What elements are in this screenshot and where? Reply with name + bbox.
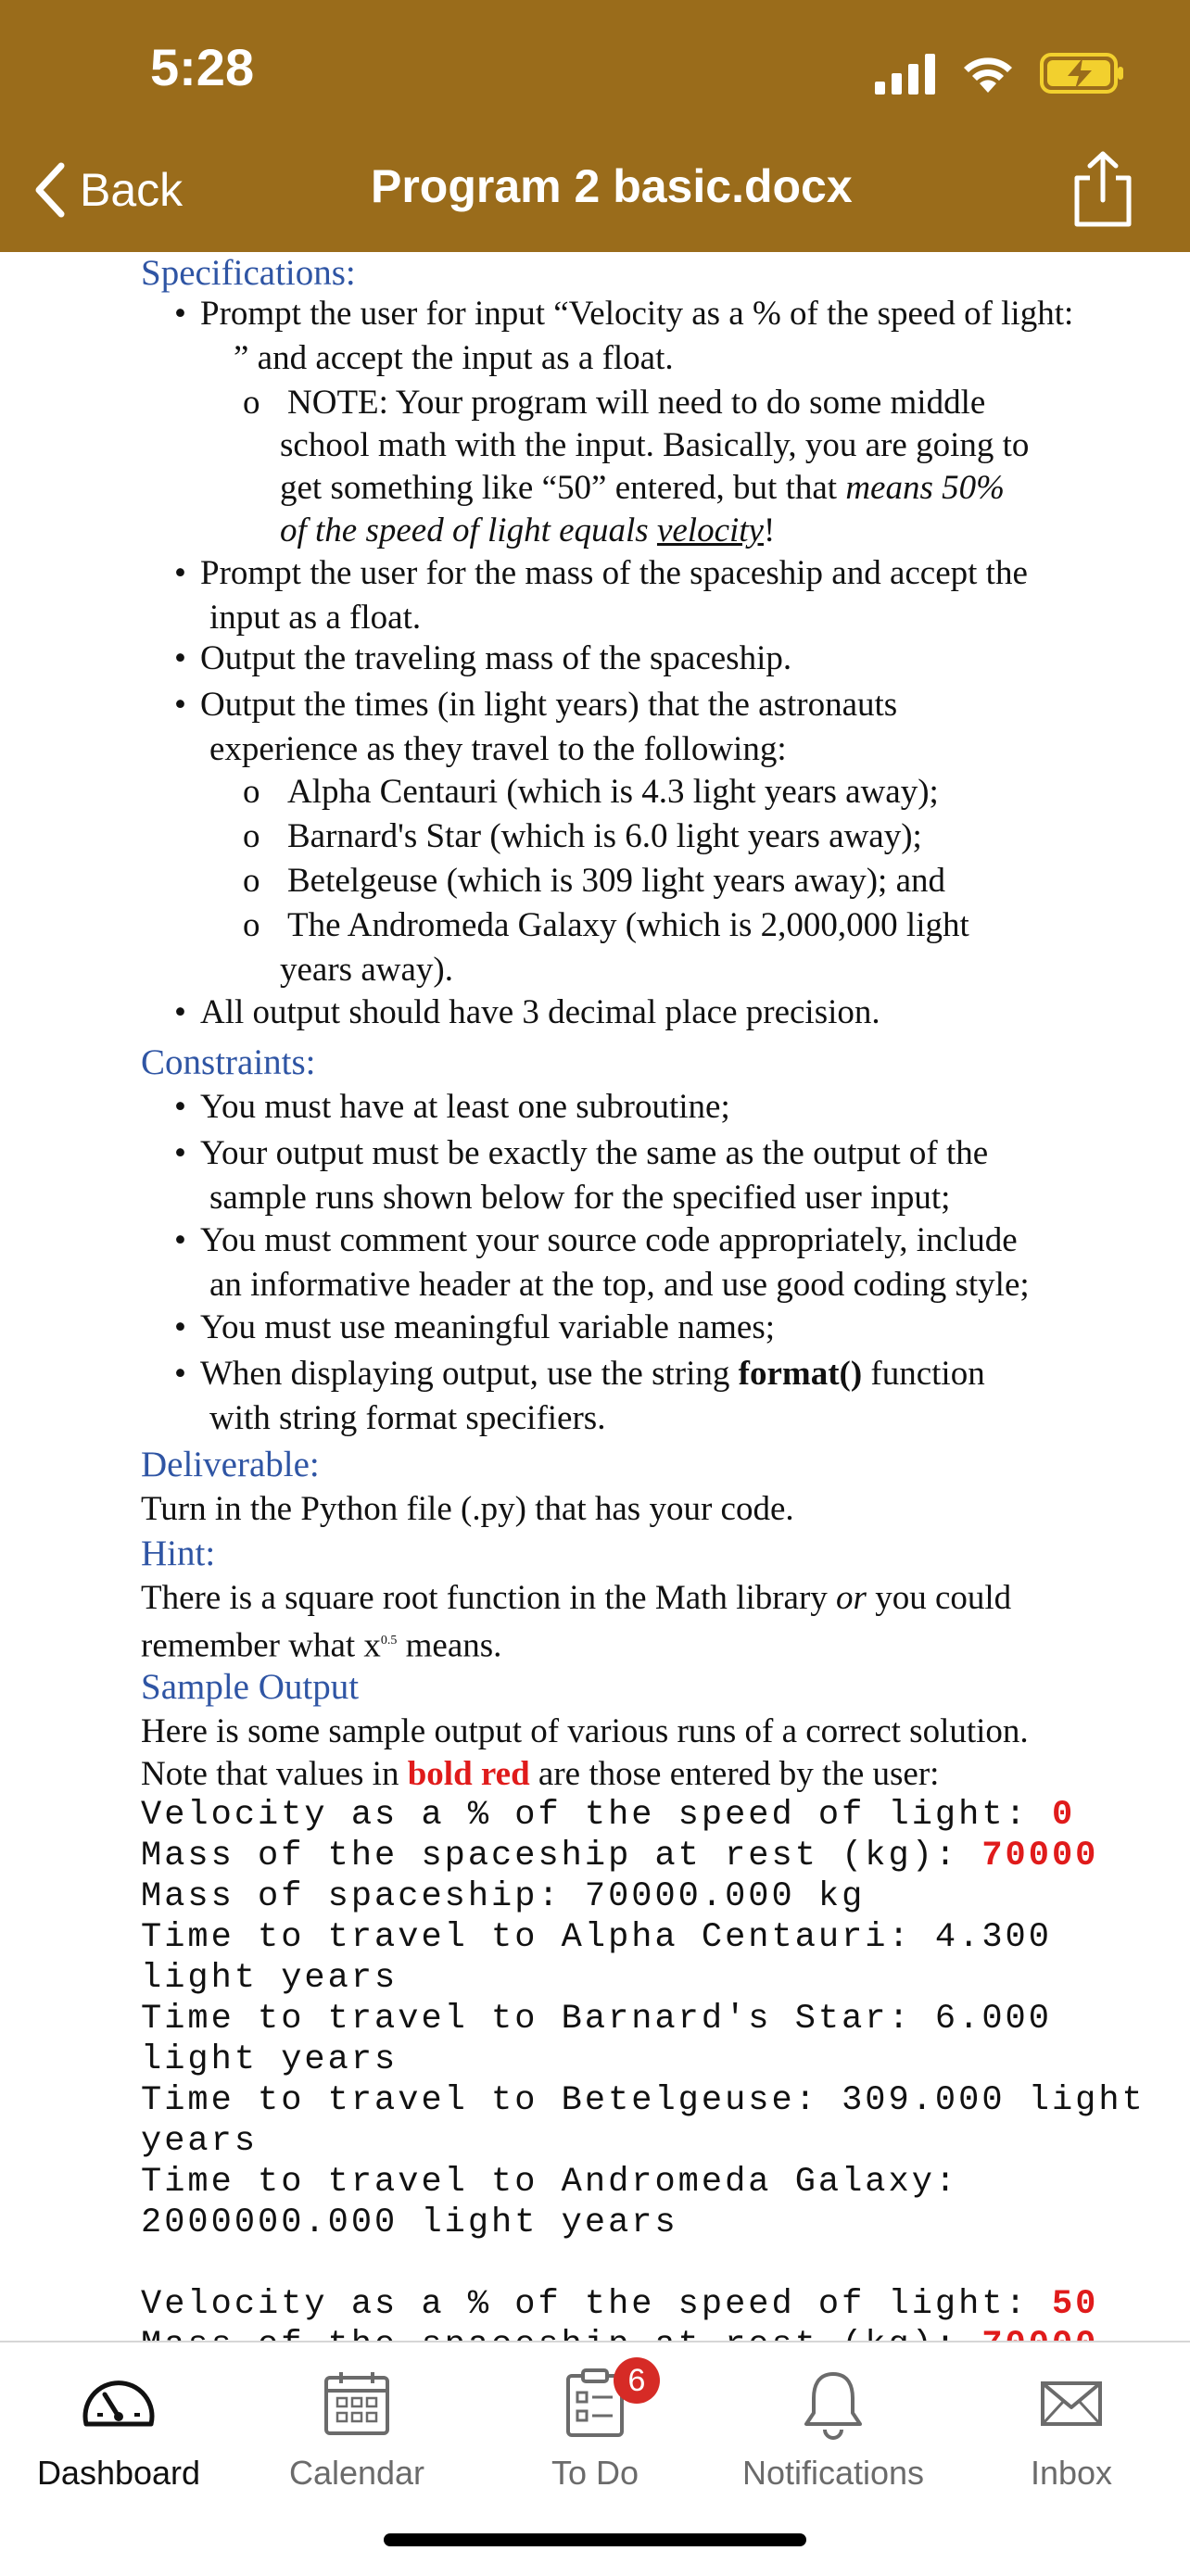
hint-text: you could bbox=[866, 1579, 1012, 1617]
sub-bullet-circle: o bbox=[243, 817, 260, 855]
spec-line: input as a float. bbox=[209, 599, 422, 637]
bullet-dot: • bbox=[174, 295, 186, 333]
note-emphasis: of the speed of light equals bbox=[280, 511, 657, 549]
code-line: light years bbox=[141, 1959, 399, 1998]
tab-label: Inbox bbox=[1030, 2454, 1113, 2492]
spec-line: Prompt the user for input “Velocity as a % of the speed of light: bbox=[200, 295, 1074, 333]
constraint-line: sample runs shown below for the specified user input; bbox=[209, 1179, 951, 1217]
code-line bbox=[141, 1835, 1098, 1877]
bullet-dot: • bbox=[174, 1308, 186, 1346]
note-line: NOTE: Your program will need to do some middle bbox=[287, 384, 986, 422]
tab-todo[interactable] bbox=[476, 2342, 714, 2519]
note-line bbox=[280, 510, 775, 552]
hint-superscript: 0.5 bbox=[380, 1634, 398, 1648]
spec-line: Output the traveling mass of the spaceship. bbox=[200, 639, 792, 677]
constraint-text: When displaying output, use the string bbox=[200, 1355, 739, 1393]
calendar-icon bbox=[315, 2367, 399, 2441]
bullet-dot: • bbox=[174, 1088, 186, 1126]
constraint-line bbox=[200, 1353, 985, 1395]
back-button[interactable] bbox=[33, 158, 183, 222]
todo-count-badge: 6 bbox=[614, 2357, 660, 2404]
document-viewer[interactable] bbox=[0, 252, 1190, 2342]
code-text: Velocity as a % of the speed of light: bbox=[141, 2285, 1052, 2324]
tab-label: Dashboard bbox=[36, 2454, 201, 2492]
hint-text: remember what x bbox=[141, 1626, 381, 1665]
bullet-dot: • bbox=[174, 1134, 186, 1172]
cellular-signal-icon bbox=[875, 54, 936, 95]
specifications-heading: Specifications: bbox=[141, 253, 356, 293]
share-icon[interactable] bbox=[1070, 150, 1136, 228]
dashboard-gauge-icon bbox=[77, 2367, 160, 2441]
sample-intro-text: are those entered by the user: bbox=[529, 1755, 940, 1793]
note-line: school math with the input. Basically, you are going to bbox=[280, 426, 1030, 464]
code-line: Time to travel to Betelgeuse: 309.000 light bbox=[141, 2081, 1146, 2120]
code-text: Mass of the spaceship at rest (kg): bbox=[141, 1837, 982, 1875]
top-bar bbox=[0, 0, 1190, 252]
spec-line: ” and accept the input as a float. bbox=[234, 339, 674, 377]
constraint-line: You must use meaningful variable names; bbox=[200, 1308, 776, 1346]
sample-intro-line bbox=[141, 1753, 939, 1796]
status-icons bbox=[875, 43, 1125, 95]
sub-bullet-circle: o bbox=[243, 906, 260, 944]
tab-dashboard[interactable] bbox=[0, 2342, 237, 2519]
constraint-line: with string format specifiers. bbox=[209, 1399, 606, 1437]
sub-bullet-circle: o bbox=[243, 862, 260, 900]
document-title: Program 2 basic.docx bbox=[371, 160, 853, 212]
destination-line: Alpha Centauri (which is 4.3 light years away); bbox=[287, 773, 939, 811]
code-line: Time to travel to Andromeda Galaxy: bbox=[141, 2163, 959, 2202]
user-input-value: 50 bbox=[1051, 2285, 1099, 2324]
note-line bbox=[280, 467, 1005, 510]
constraint-line: an informative header at the top, and use good coding style; bbox=[209, 1266, 1030, 1304]
bullet-dot: • bbox=[174, 993, 186, 1031]
hint-heading: Hint: bbox=[141, 1534, 216, 1573]
bold-red-text: bold red bbox=[407, 1755, 530, 1793]
sub-bullet-circle: o bbox=[243, 384, 260, 422]
tab-inbox[interactable] bbox=[953, 2342, 1190, 2519]
destination-line: The Andromeda Galaxy (which is 2,000,000 light bbox=[287, 906, 969, 944]
sample-output-heading: Sample Output bbox=[141, 1667, 360, 1707]
hint-text: There is a square root function in the Math library bbox=[141, 1579, 837, 1617]
hint-text: means. bbox=[397, 1626, 502, 1665]
code-line: years bbox=[141, 2122, 259, 2161]
hint-line bbox=[141, 1577, 1011, 1620]
chevron-left-icon bbox=[33, 162, 65, 218]
code-line: light years bbox=[141, 2040, 399, 2079]
sample-intro-text: Note that values in bbox=[141, 1755, 408, 1793]
user-input-value: 70000 bbox=[981, 1837, 1099, 1875]
tab-label: Notifications bbox=[741, 2454, 925, 2492]
bullet-dot: • bbox=[174, 1355, 186, 1393]
bell-icon bbox=[791, 2367, 875, 2441]
spec-line: Prompt the user for the mass of the spaceship and accept the bbox=[200, 554, 1028, 592]
tab-label: Calendar bbox=[288, 2454, 425, 2492]
destination-line: Barnard's Star (which is 6.0 light years away); bbox=[287, 817, 922, 855]
code-text: Velocity as a % of the speed of light: bbox=[141, 1796, 1052, 1835]
tab-label: To Do bbox=[551, 2454, 639, 2492]
destination-line: years away). bbox=[280, 951, 453, 989]
constraint-text: function bbox=[862, 1355, 985, 1393]
constraint-line: You must have at least one subroutine; bbox=[200, 1088, 730, 1126]
constraint-line: Your output must be exactly the same as the output of the bbox=[200, 1134, 989, 1172]
hint-line bbox=[141, 1620, 501, 1667]
tab-calendar[interactable] bbox=[238, 2342, 475, 2519]
battery-charging-icon bbox=[1040, 52, 1125, 95]
note-text: ! bbox=[763, 511, 776, 549]
spec-line: All output should have 3 decimal place precision. bbox=[200, 993, 880, 1031]
spec-line: Output the times (in light years) that the astronauts bbox=[200, 686, 898, 724]
back-label: Back bbox=[80, 164, 184, 216]
bullet-dot: • bbox=[174, 1221, 186, 1259]
bullet-dot: • bbox=[174, 554, 186, 592]
hint-emphasis: or bbox=[836, 1579, 867, 1617]
note-emphasis: means 50% bbox=[845, 469, 1005, 507]
tab-notifications[interactable] bbox=[715, 2342, 952, 2519]
envelope-icon bbox=[1030, 2367, 1113, 2441]
sub-bullet-circle: o bbox=[243, 773, 260, 811]
constraint-line: You must comment your source code appropriately, include bbox=[200, 1221, 1018, 1259]
deliverable-heading: Deliverable: bbox=[141, 1445, 320, 1484]
status-time: 5:28 bbox=[150, 38, 255, 96]
code-line bbox=[141, 2283, 1098, 2326]
note-text: get something like “50” entered, but that bbox=[280, 469, 846, 507]
spec-line: experience as they travel to the following: bbox=[209, 730, 787, 768]
code-line bbox=[141, 1794, 1075, 1837]
destination-line: Betelgeuse (which is 309 light years away); and bbox=[287, 862, 945, 900]
bullet-dot: • bbox=[174, 686, 186, 724]
code-line: 2000000.000 light years bbox=[141, 2203, 678, 2242]
home-indicator bbox=[384, 2533, 806, 2546]
bullet-dot: • bbox=[174, 639, 186, 677]
sample-intro-line: Here is some sample output of various runs of a correct solution. bbox=[141, 1712, 1029, 1750]
code-line: Mass of spaceship: 70000.000 kg bbox=[141, 1877, 866, 1916]
code-line: Time to travel to Barnard's Star: 6.000 bbox=[141, 2000, 1052, 2039]
code-line: Time to travel to Alpha Centauri: 4.300 bbox=[141, 1918, 1052, 1957]
user-input-value: 0 bbox=[1051, 1796, 1076, 1835]
note-underline: velocity bbox=[656, 511, 764, 549]
constraints-heading: Constraints: bbox=[141, 1042, 316, 1082]
deliverable-text: Turn in the Python file (.py) that has your code. bbox=[141, 1490, 794, 1528]
constraint-bold: format() bbox=[738, 1355, 863, 1393]
wifi-icon bbox=[960, 52, 1016, 95]
